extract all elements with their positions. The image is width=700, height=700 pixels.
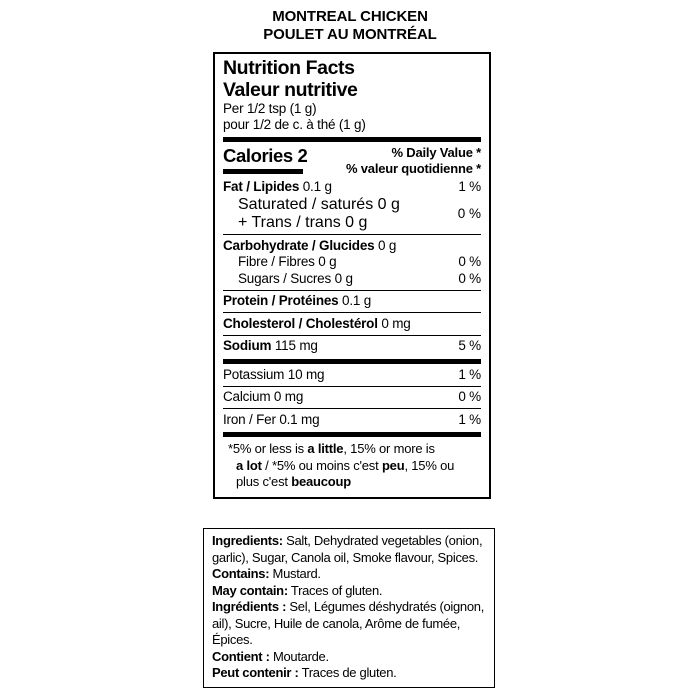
divider-thin <box>223 234 481 235</box>
serving-size-fr: pour 1/2 de c. à thé (1 g) <box>223 117 366 132</box>
nutrient-amount: 0 g <box>374 237 397 253</box>
nutrient-row-saturated-trans <box>223 196 481 232</box>
nutrient-label: Calcium 0 mg <box>223 389 304 404</box>
nutrient-dv: 0 % <box>457 206 481 221</box>
divider-thick <box>223 359 481 364</box>
saturated-line: Saturated / saturés 0 g <box>238 195 400 213</box>
ingredients-panel <box>203 528 495 688</box>
nutrient-name: Fat / Lipides <box>223 179 300 194</box>
nutrient-label: Fibre / Fibres 0 g <box>238 254 337 269</box>
nutrient-label <box>238 196 400 232</box>
product-title <box>0 8 700 44</box>
nutrient-dv: 0 % <box>458 389 481 404</box>
divider-thin <box>223 312 481 313</box>
nutrient-row-calcium <box>223 389 481 406</box>
ingredients-fr <box>212 599 486 649</box>
divider-thin <box>223 408 481 409</box>
may-contain-fr-text: Traces de gluten. <box>298 665 397 680</box>
nutrient-label: Potassium 10 mg <box>223 366 325 382</box>
nutrient-label <box>223 179 332 196</box>
calories-block <box>223 145 307 176</box>
nutrient-dv: 5 % <box>458 338 481 353</box>
nutrient-name: Protein / Protéines <box>223 293 339 308</box>
nutrient-label: Sugars / Sucres 0 g <box>238 270 353 286</box>
nutrition-facts-title-en: Nutrition Facts <box>223 57 355 79</box>
nutrient-dv: 0 % <box>458 254 481 269</box>
daily-value-header-fr: % valeur quotidienne * <box>345 160 481 176</box>
ingredients-en-label: Ingredients: <box>212 533 283 548</box>
nutrient-name: Carbohydrate / Glucides <box>223 237 375 253</box>
divider-thin <box>223 290 481 291</box>
divider-thick <box>223 137 481 142</box>
trans-line: + Trans / trans 0 g <box>238 213 368 231</box>
ingredients-fr-label: Ingrédients : <box>212 599 287 614</box>
nutrient-label <box>223 293 371 310</box>
footnote-line-2: a lot / *5% ou moins c'est peu, 15% ou <box>236 457 455 473</box>
contains-en <box>212 566 486 583</box>
nutrient-amount: 0 mg <box>377 315 411 331</box>
contains-en-label: Contains: <box>212 566 270 581</box>
calories-row <box>223 145 481 176</box>
contains-fr-label: Contient : <box>212 648 270 664</box>
footnote-line-1: *5% or less is a little, 15% or more is <box>228 441 435 456</box>
nutrient-amount: 115 mg <box>271 338 318 353</box>
contains-fr <box>212 649 486 666</box>
nutrient-label <box>223 238 396 255</box>
nutrient-row-sugars <box>223 271 481 288</box>
daily-value-header <box>346 145 481 176</box>
daily-value-footnote <box>223 441 481 491</box>
may-contain-en-label: May contain: <box>212 582 288 598</box>
product-title-fr: POULET AU MONTRÉAL <box>263 26 437 43</box>
contains-en-text: Mustard. <box>269 566 321 581</box>
nutrient-row-potassium <box>223 367 481 384</box>
nutrient-dv: 1 % <box>458 179 481 194</box>
nutrient-amount: 0.1 g <box>299 179 332 194</box>
nutrient-name: Sodium <box>223 338 272 353</box>
nutrient-row-iron <box>223 412 481 429</box>
nutrient-label <box>223 338 318 355</box>
ingredients-fr-text: Sel, Légumes déshydratés (oignon, ail), Sucre, Huile de canola, Arôme de fumée, Épices. <box>212 599 485 647</box>
nutrition-facts-title-fr: Valeur nutritive <box>223 79 358 101</box>
calories-value: Calories 2 <box>223 145 308 166</box>
footnote-line-3: plus c'est beaucoup <box>236 474 351 489</box>
nutrient-label <box>223 316 411 333</box>
nutrient-dv: 1 % <box>458 411 481 427</box>
nutrient-row-fat <box>223 179 481 196</box>
daily-value-header-en: % Daily Value * <box>391 145 481 160</box>
divider-thin <box>223 386 481 387</box>
nutrient-row-sodium <box>223 338 481 355</box>
serving-size-en: Per 1/2 tsp (1 g) <box>223 101 317 116</box>
divider-thick <box>223 432 481 437</box>
nutrient-row-protein <box>223 293 481 310</box>
product-title-en: MONTREAL CHICKEN <box>272 8 428 25</box>
nutrient-row-fibre <box>223 254 481 271</box>
nutrient-row-cholesterol <box>223 316 481 333</box>
may-contain-en <box>212 583 486 600</box>
may-contain-en-text: Traces of gluten. <box>287 582 383 598</box>
nutrient-amount: 0.1 g <box>338 293 372 308</box>
nutrient-name: Cholesterol / Cholestérol <box>223 315 378 331</box>
contains-fr-text: Moutarde. <box>269 648 329 664</box>
nutrition-facts-panel <box>213 52 491 499</box>
may-contain-fr-label: Peut contenir : <box>212 665 299 680</box>
may-contain-fr <box>212 665 486 682</box>
divider-thin <box>223 335 481 336</box>
ingredients-en <box>212 533 486 566</box>
nutrient-label: Iron / Fer 0.1 mg <box>223 411 320 427</box>
nutrient-dv: 1 % <box>458 366 481 382</box>
ingredients-en-text: Salt, Dehydrated vegetables (onion, garlic), Sugar, Canola oil, Smoke flavour, Spices. <box>212 533 483 565</box>
nutrient-dv: 0 % <box>458 270 481 286</box>
calories-underline <box>223 169 303 174</box>
nutrient-row-carbohydrate <box>223 238 481 255</box>
